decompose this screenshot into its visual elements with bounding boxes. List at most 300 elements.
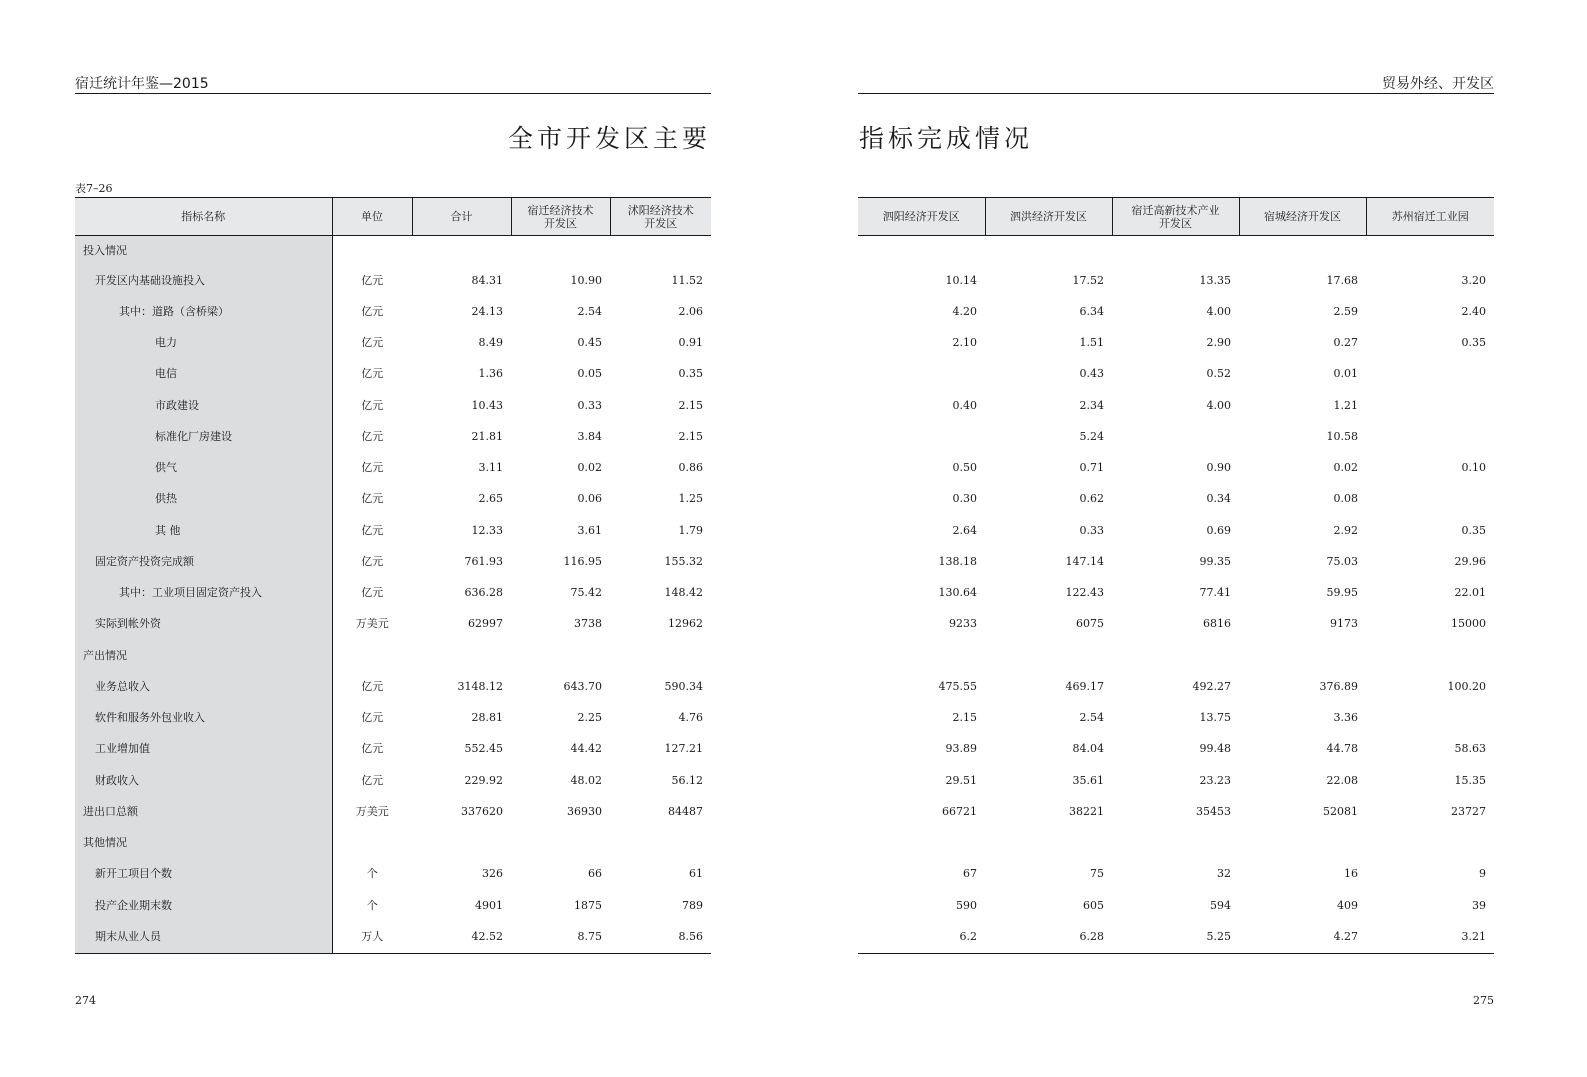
row-unit: 亿元 [361,711,384,725]
table-row [75,765,711,796]
cell-gaoxin: 4.00 [1206,304,1231,318]
cell-siyang: 2.64 [952,523,977,537]
row-name [75,640,332,671]
table-row [858,236,1494,266]
table-row [858,265,1494,296]
cell-suqian: 0.02 [577,461,602,475]
cell-sihong [985,640,1112,671]
table-row [75,359,711,390]
cell-gaoxin: 99.35 [1199,554,1231,568]
table-row [75,421,711,452]
cell-gaoxin: 2.90 [1206,336,1231,350]
table-row [858,421,1494,452]
cell-siyang: 4.20 [952,304,977,318]
cell-sucheng: 9173 [1330,617,1358,631]
cell-sihong: 147.14 [1065,554,1104,568]
cell-shuyang: 0.86 [678,461,703,475]
row-name-text: 电信 [155,367,177,381]
cell-sihong: 75 [1090,867,1104,881]
table-row [75,390,711,421]
row-unit: 亿元 [361,367,384,381]
cell-sucheng: 52081 [1323,804,1358,818]
table-header-row [858,198,1494,236]
table-row [75,859,711,890]
row-unit: 亿元 [361,492,384,506]
table-row [858,703,1494,734]
row-name-text: 电力 [155,336,177,350]
row-name-text: 业务总收入 [95,679,150,693]
cell-sucheng: 44.78 [1326,742,1358,756]
row-name [75,359,332,390]
cell-sucheng: 3.36 [1333,711,1358,725]
cell-suzhou [1366,236,1494,266]
cell-shuyang: 84487 [668,804,703,818]
page-title-right: 指标完成情况 [859,124,1034,153]
cell-siyang: 9233 [949,617,977,631]
cell-suzhou: 100.20 [1447,679,1486,693]
row-name-text: 供热 [155,492,177,506]
table-row [75,236,711,266]
right-page [793,0,1587,1077]
table-row [75,640,711,671]
cell-suqian: 3.84 [577,429,602,443]
table-header-row [75,198,711,236]
cell-shuyang [610,640,711,671]
cell-total: 24.13 [471,304,503,318]
page-title-left: 全市开发区主要 [507,124,711,153]
cell-sihong: 122.43 [1065,586,1104,600]
row-name [75,578,332,609]
cell-gaoxin: 35453 [1196,804,1231,818]
cell-suqian: 0.05 [577,367,602,381]
table-row [858,515,1494,546]
cell-siyang: 66721 [942,804,977,818]
cell-sihong: 38221 [1069,804,1104,818]
row-name-text: 财政收入 [95,773,139,787]
row-name [75,484,332,515]
cell-shuyang [610,236,711,266]
cell-sihong: 84.04 [1072,742,1104,756]
row-name [75,796,332,827]
cell-suzhou: 23727 [1451,804,1486,818]
cell-sihong: 0.62 [1079,492,1104,506]
cell-total: 62997 [468,617,503,631]
cell-sihong: 0.71 [1079,461,1104,475]
table-row [858,390,1494,421]
cell-sucheng [1239,236,1366,266]
cell-siyang: 67 [963,867,977,881]
cell-suqian: 36930 [567,804,602,818]
row-unit [332,640,412,671]
cell-sihong: 0.33 [1079,523,1104,537]
row-name [75,515,332,546]
col-header-suzhou: 苏州宿迁工业园 [1366,198,1494,236]
cell-suqian: 8.75 [511,921,610,953]
cell-gaoxin: 77.41 [1199,586,1231,600]
cell-suzhou: 39 [1472,898,1486,912]
row-name [75,703,332,734]
cell-suzhou [1366,484,1494,515]
running-head-right: 贸易外经、开发区 [1382,76,1494,92]
header-rule-left [75,93,711,94]
row-unit: 亿元 [361,304,384,318]
cell-suqian: 2.25 [577,711,602,725]
row-name-text: 软件和服务外包业收入 [95,711,205,725]
table-row [75,671,711,702]
table-row [75,265,711,296]
row-name-text: 进出口总额 [83,804,138,818]
cell-gaoxin: 4.00 [1206,398,1231,412]
cell-total: 326 [482,867,503,881]
cell-suzhou: 15.35 [1454,773,1486,787]
table-row [858,609,1494,640]
cell-suzhou: 9 [1479,867,1486,881]
table-row [75,703,711,734]
row-name-text: 市政建设 [155,398,199,412]
cell-sucheng: 0.27 [1333,336,1358,350]
row-unit: 亿元 [361,773,384,787]
cell-total: 12.33 [471,523,503,537]
cell-gaoxin [1112,828,1239,859]
cell-suzhou: 0.35 [1461,336,1486,350]
cell-total: 28.81 [471,711,503,725]
cell-suzhou [1366,421,1494,452]
cell-suqian: 1875 [574,898,602,912]
table-row [75,828,711,859]
table-row [858,484,1494,515]
table-row [858,671,1494,702]
col-header-total: 合计 [412,198,511,236]
row-name [75,765,332,796]
table-row [858,453,1494,484]
row-name-text: 其中：工业项目固定资产投入 [119,586,262,600]
cell-suqian [511,236,610,266]
table-row [858,328,1494,359]
cell-shuyang: 8.56 [610,921,711,953]
page-number-left: 274 [75,994,96,1007]
table-row [858,828,1494,859]
cell-gaoxin [1112,640,1239,671]
row-name [75,828,332,859]
row-name [75,859,332,890]
row-name-text: 其他情况 [83,836,127,850]
table-row [858,578,1494,609]
cell-suqian: 48.02 [570,773,602,787]
cell-sucheng: 376.89 [1319,679,1358,693]
cell-suqian: 116.95 [563,554,602,568]
cell-shuyang: 2.15 [678,429,703,443]
cell-suqian: 0.33 [577,398,602,412]
cell-suzhou: 0.35 [1461,523,1486,537]
row-name-text: 其中：道路（含桥梁） [119,304,229,318]
cell-suqian: 3738 [574,617,602,631]
cell-suzhou: 3.21 [1366,921,1494,953]
cell-siyang [858,359,985,390]
row-name [75,236,332,266]
cell-suzhou: 2.40 [1461,304,1486,318]
cell-shuyang: 1.25 [678,492,703,506]
col-header-sucheng: 宿城经济开发区 [1239,198,1366,236]
page-number-right: 275 [1473,994,1494,1007]
cell-siyang: 10.14 [945,273,977,287]
cell-siyang [858,640,985,671]
cell-gaoxin: 13.35 [1199,273,1231,287]
row-name-text: 工业增加值 [95,742,150,756]
cell-suzhou: 29.96 [1454,554,1486,568]
cell-total: 552.45 [464,742,503,756]
cell-siyang: 0.30 [952,492,977,506]
table-row [75,453,711,484]
cell-total: 636.28 [464,586,503,600]
row-unit [332,236,412,266]
cell-siyang: 138.18 [938,554,977,568]
cell-siyang: 2.10 [952,336,977,350]
cell-gaoxin: 0.34 [1206,492,1231,506]
cell-shuyang: 148.42 [664,586,703,600]
cell-shuyang: 56.12 [671,773,703,787]
cell-sucheng: 2.92 [1333,523,1358,537]
row-unit: 亿元 [361,523,384,537]
table-row [858,359,1494,390]
cell-shuyang: 2.15 [678,398,703,412]
cell-sihong: 6.28 [985,921,1112,953]
row-unit: 亿元 [361,461,384,475]
table-row [75,578,711,609]
table-row [75,328,711,359]
cell-siyang [858,236,985,266]
table-row [858,296,1494,327]
col-header-name: 指标名称 [75,198,332,236]
left-page [0,0,793,1077]
row-unit: 亿元 [361,273,384,287]
cell-suqian: 44.42 [570,742,602,756]
table-row [75,921,711,953]
cell-gaoxin: 0.90 [1206,461,1231,475]
cell-shuyang: 1.79 [678,523,703,537]
running-head-left: 宿迁统计年鉴—2015 [75,76,209,92]
cell-sucheng: 0.02 [1333,461,1358,475]
cell-total: 761.93 [464,554,503,568]
cell-suqian [511,640,610,671]
row-unit: 万人 [332,921,412,953]
cell-siyang: 6.2 [858,921,985,953]
col-header-siyang: 泗阳经济开发区 [858,198,985,236]
cell-gaoxin: 23.23 [1199,773,1231,787]
table-row [75,796,711,827]
cell-gaoxin: 6816 [1203,617,1231,631]
cell-suzhou: 15000 [1451,617,1486,631]
cell-gaoxin: 5.25 [1112,921,1239,953]
table-row [858,921,1494,953]
row-name-text: 供气 [155,461,177,475]
row-name [75,890,332,921]
row-name-text: 投产企业期末数 [95,898,172,912]
col-header-suqian: 宿迁经济技术 开发区 [511,198,610,236]
cell-suqian: 75.42 [570,586,602,600]
cell-suqian: 10.90 [570,273,602,287]
row-unit: 亿元 [361,554,384,568]
row-unit [332,828,412,859]
cell-gaoxin: 99.48 [1199,742,1231,756]
cell-sucheng: 75.03 [1326,554,1358,568]
row-name [75,609,332,640]
col-header-shuyang: 沭阳经济技术 开发区 [610,198,711,236]
row-name-text: 产出情况 [83,648,127,662]
cell-total: 2.65 [478,492,503,506]
row-unit: 亿元 [361,679,384,693]
table-row [75,609,711,640]
cell-shuyang [610,828,711,859]
col-header-unit: 单位 [332,198,412,236]
cell-sihong: 2.54 [1079,711,1104,725]
cell-gaoxin: 32 [1217,867,1231,881]
table-row [75,546,711,577]
cell-total: 229.92 [464,773,503,787]
cell-total [412,236,511,266]
cell-suzhou [1366,390,1494,421]
cell-suqian: 66 [588,867,602,881]
cell-sucheng: 59.95 [1326,586,1358,600]
cell-siyang: 475.55 [938,679,977,693]
cell-sucheng [1239,640,1366,671]
row-name [75,921,332,953]
table-row [75,515,711,546]
cell-sucheng: 4.27 [1239,921,1366,953]
cell-sucheng: 409 [1337,898,1358,912]
cell-shuyang: 590.34 [664,679,703,693]
cell-siyang: 93.89 [945,742,977,756]
col-header-gaoxin: 宿迁高新技术产业 开发区 [1112,198,1239,236]
table-row [858,734,1494,765]
cell-suqian [511,828,610,859]
cell-sucheng: 1.21 [1333,398,1358,412]
cell-sihong: 6075 [1076,617,1104,631]
stats-table-left [75,197,711,954]
cell-total [412,640,511,671]
cell-suzhou: 58.63 [1454,742,1486,756]
cell-shuyang: 789 [682,898,703,912]
cell-total: 3148.12 [457,679,503,693]
cell-total: 1.36 [478,367,503,381]
row-name [75,671,332,702]
cell-total: 8.49 [478,336,503,350]
row-name-text: 期末从业人员 [95,929,161,943]
row-unit: 亿元 [361,742,384,756]
row-name [75,328,332,359]
row-name-text: 固定资产投资完成额 [95,554,194,568]
cell-suqian: 0.06 [577,492,602,506]
row-name-text: 其 他 [155,523,181,537]
table-row [75,484,711,515]
table-row [858,640,1494,671]
table-row [858,890,1494,921]
cell-shuyang: 0.91 [678,336,703,350]
cell-total: 84.31 [471,273,503,287]
row-unit: 亿元 [361,586,384,600]
cell-gaoxin [1112,421,1239,452]
row-unit: 个 [366,898,378,912]
cell-total: 42.52 [412,921,511,953]
cell-siyang: 130.64 [938,586,977,600]
cell-sucheng: 0.01 [1333,367,1358,381]
cell-siyang: 0.40 [952,398,977,412]
row-name-text: 标准化厂房建设 [155,429,232,443]
cell-sucheng: 22.08 [1326,773,1358,787]
table-row [75,890,711,921]
cell-sucheng: 10.58 [1326,429,1358,443]
cell-gaoxin: 492.27 [1192,679,1231,693]
stats-table-right [858,197,1494,954]
cell-suzhou: 3.20 [1461,273,1486,287]
cell-sucheng: 16 [1344,867,1358,881]
cell-sihong: 1.51 [1079,336,1104,350]
row-name [75,546,332,577]
cell-sihong: 469.17 [1065,679,1104,693]
row-name-text: 新开工项目个数 [95,867,172,881]
cell-suzhou [1366,828,1494,859]
row-name [75,734,332,765]
cell-shuyang: 12962 [668,617,703,631]
cell-total: 21.81 [471,429,503,443]
row-unit: 亿元 [361,336,384,350]
cell-sihong [985,828,1112,859]
cell-sihong [985,236,1112,266]
cell-shuyang: 0.35 [678,367,703,381]
cell-sihong: 2.34 [1079,398,1104,412]
table-number: 表7–26 [75,182,113,195]
cell-siyang [858,421,985,452]
row-unit: 亿元 [361,398,384,412]
cell-suzhou: 22.01 [1454,586,1486,600]
cell-suzhou [1366,640,1494,671]
row-name-text: 实际到帐外资 [95,617,161,631]
table-row [858,859,1494,890]
cell-sihong: 5.24 [1079,429,1104,443]
row-name [75,421,332,452]
cell-total: 10.43 [471,398,503,412]
cell-sucheng: 17.68 [1326,273,1358,287]
cell-total: 337620 [461,804,503,818]
cell-sucheng: 0.08 [1333,492,1358,506]
row-name-text: 开发区内基础设施投入 [95,273,205,287]
row-unit: 个 [366,867,378,881]
cell-gaoxin [1112,236,1239,266]
cell-shuyang: 11.52 [671,273,703,287]
cell-sihong: 605 [1083,898,1104,912]
table-row [858,796,1494,827]
row-name [75,390,332,421]
table-row [75,296,711,327]
cell-siyang [858,828,985,859]
cell-gaoxin: 0.69 [1206,523,1231,537]
row-unit: 万美元 [355,617,389,631]
cell-suzhou: 0.10 [1461,461,1486,475]
cell-gaoxin: 13.75 [1199,711,1231,725]
cell-suqian: 643.70 [563,679,602,693]
table-row [75,734,711,765]
cell-siyang: 2.15 [952,711,977,725]
cell-siyang: 0.50 [952,461,977,475]
cell-shuyang: 127.21 [664,742,703,756]
row-name [75,453,332,484]
cell-sihong: 17.52 [1072,273,1104,287]
cell-gaoxin: 0.52 [1206,367,1231,381]
cell-shuyang: 61 [689,867,703,881]
cell-total: 4901 [475,898,503,912]
cell-siyang: 590 [956,898,977,912]
cell-sihong: 6.34 [1079,304,1104,318]
cell-shuyang: 2.06 [678,304,703,318]
